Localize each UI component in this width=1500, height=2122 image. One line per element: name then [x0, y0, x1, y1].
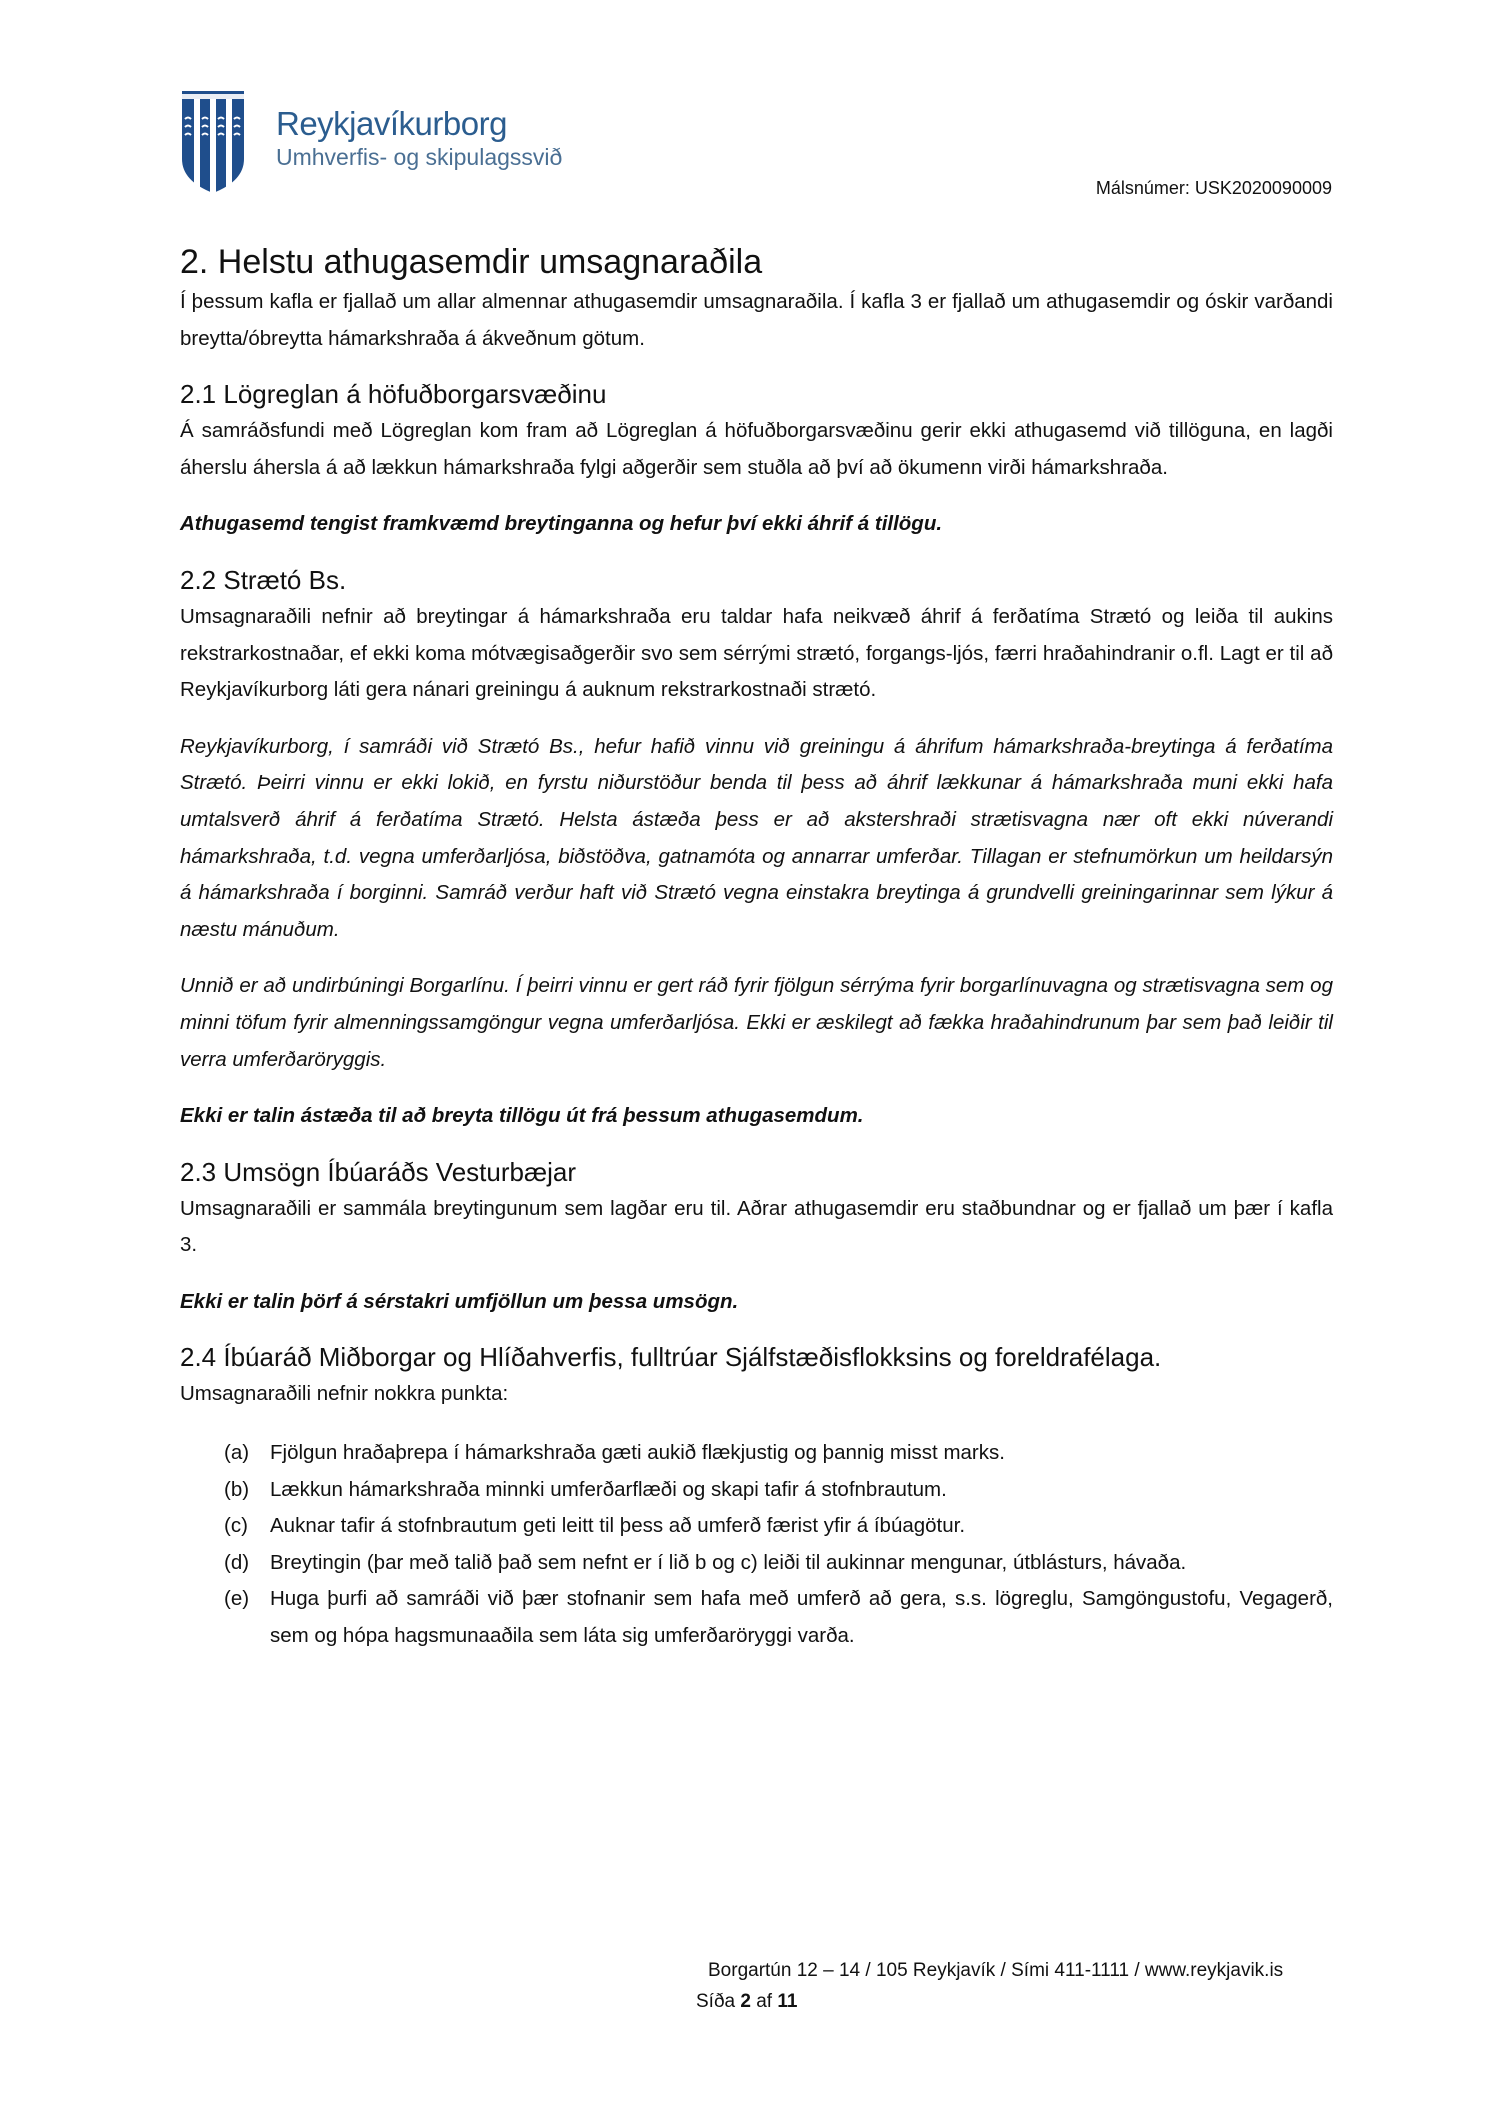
page-current: 2: [740, 1991, 751, 2012]
points-list: [224, 1435, 1333, 1655]
subsection-2-2-text: Umsagnaraðili nefnir að breytingar á hámarkshraða eru taldar hafa neikvæð áhrif á ferðatíma Strætó og leiða til aukins rekstrarkostnaðar, ef ekki koma mótvægisaðgerðir svo sem sérrými strætó, forgangs-ljós, færri hraðahindranir o.fl. Lagt er til að Reykjavíkurborg láti gera nánari greiningu á auknum rekstrarkostnaði strætó.: [180, 604, 1333, 702]
list-item: [224, 1435, 1333, 1472]
section-intro: Í þessum kafla er fjallað um allar almennar athugasemdir umsagnaraðila. Í kafla 3 er fjallað um athugasemdir og óskir varðandi breytta/óbreytta hámarkshraða á ákveðnum götum.: [180, 290, 1333, 350]
subsection-2-1-title: 2.1 Lögreglan á höfuðborgarsvæðinu: [180, 379, 607, 410]
list-item-label: (c): [224, 1514, 248, 1538]
list-item: [224, 1545, 1333, 1582]
document-body: [180, 240, 1333, 1655]
list-item-text: Breytingin (þar með talið það sem nefnt er í lið b og c) leiði til aukinnar mengunar, útblásturs, hávaða.: [270, 1550, 1187, 1574]
list-item: [224, 1508, 1333, 1545]
coat-of-arms-icon: [180, 89, 246, 195]
list-item: [224, 1472, 1333, 1509]
page-of: af: [756, 1991, 773, 2012]
organization-logo: [180, 89, 562, 195]
page-number: [696, 1986, 797, 2017]
case-number: Málsnúmer: USK2020090009: [1095, 178, 1332, 198]
list-item-text: Huga þurfi að samráði við þær stofnanir sem hafa með umferð að gera, s.s. lögreglu, Samgöngustofu, Vegagerð, sem og hópa hagsmunaaðila sem láta sig umferðaröryggi varða.: [270, 1587, 1333, 1648]
subsection-2-3-title: 2.3 Umsögn Íbúaráðs Vesturbæjar: [180, 1156, 576, 1187]
list-item-text: Fjölgun hraðaþrepa í hámarkshraða gæti aukið flækjustig og þannig misst marks.: [270, 1441, 1005, 1465]
subsection-2-4-text: Umsagnaraðili nefnir nokkra punkta:: [180, 1382, 509, 1406]
logo-subtitle: Umhverfis- og skipulagssvið: [276, 144, 563, 170]
page-prefix: Síða: [696, 1991, 736, 2012]
subsection-2-2-response: Ekki er talin ástæða til að breyta tillögu út frá þessum athugasemdum.: [180, 1104, 864, 1128]
footer-address: Borgartún 12 – 14 / 105 Reykjavík / Sími 411-1111 / www.reykjavik.is: [708, 1960, 1284, 1981]
list-item: [224, 1581, 1333, 1654]
subsection-2-2-reply-1: Reykjavíkurborg, í samráði við Strætó Bs., hefur hafið vinnu við greiningu á áhrifum hámarkshraða-breytinga á ferðatíma Strætó. Þeirri vinnu er ekki lokið, en fyrstu niðurstöður benda til þess að áhrif lækkunar á hámarkshraða muni ekki hafa umtalsverð áhrif á ferðatíma Strætó. Helsta ástæða þess er að akstershraði strætisvagna nær oft ekki núverandi hámarkshraða, t.d. vegna umferðarljósa, biðstöðva, gatnamóta og annarrar umferðar. Tillagan er stefnumörkun um heildarsýn á hámarkshraða í borginni. Samráð verður haft við Strætó vegna einstakra breytinga á grundvelli greiningarinnar sem lýkur á næstu mánuðum.: [180, 734, 1333, 941]
subsection-2-4-title: 2.4 Íbúaráð Miðborgar og Hlíðahverfis, fulltrúar Sjálfstæðisflokksins og foreldrafélaga.: [180, 1342, 1162, 1373]
subsection-2-3-response: Ekki er talin þörf á sérstakri umfjöllun um þessa umsögn.: [180, 1289, 739, 1313]
list-item-label: (a): [224, 1441, 250, 1465]
subsection-2-1-response: Athugasemd tengist framkvæmd breytinganna og hefur því ekki áhrif á tillögu.: [180, 512, 943, 536]
list-item-label: (e): [224, 1587, 250, 1611]
subsection-2-2-reply-2: Unnið er að undirbúningi Borgarlínu. Í þeirri vinnu er gert ráð fyrir fjölgun sérrýma fyrir borgarlínuvagna og strætisvagna sem og minni töfum fyrir almenningssamgöngur vegna umferðarljósa. Ekki er æskilegt að fækka hraðahindrunum þar sem það leiðir til verra umferðaröryggis.: [180, 974, 1333, 1071]
subsection-2-3-text: Umsagnaraðili er sammála breytingunum sem lagðar eru til. Aðrar athugasemdir eru staðbundnar og er fjallað um þær í kafla 3.: [180, 1196, 1333, 1257]
section-title: 2. Helstu athugasemdir umsagnaraðila: [180, 243, 763, 281]
logo-title: Reykjavíkurborg: [276, 105, 507, 142]
subsection-2-1-text: Á samráðsfundi með Lögreglan kom fram að Lögreglan á höfuðborgarsvæðinu gerir ekki athugasemd við tillöguna, en lagði áherslu áhersla á að lækkun hámarkshraða fylgi aðgerðir sem stuðla að því að ökumenn virði hámarkshraða.: [180, 419, 1333, 479]
list-item-label: (b): [224, 1477, 250, 1501]
list-item-label: (d): [224, 1550, 250, 1574]
list-item-text: Lækkun hámarkshraða minnki umferðarflæði og skapi tafir á stofnbrautum.: [270, 1477, 947, 1501]
page-total: 11: [777, 1991, 798, 2012]
list-item-text: Auknar tafir á stofnbrautum geti leitt til þess að umferð færist yfir á íbúagötur.: [270, 1514, 966, 1538]
subsection-2-2-title: 2.2 Strætó Bs.: [180, 564, 347, 595]
